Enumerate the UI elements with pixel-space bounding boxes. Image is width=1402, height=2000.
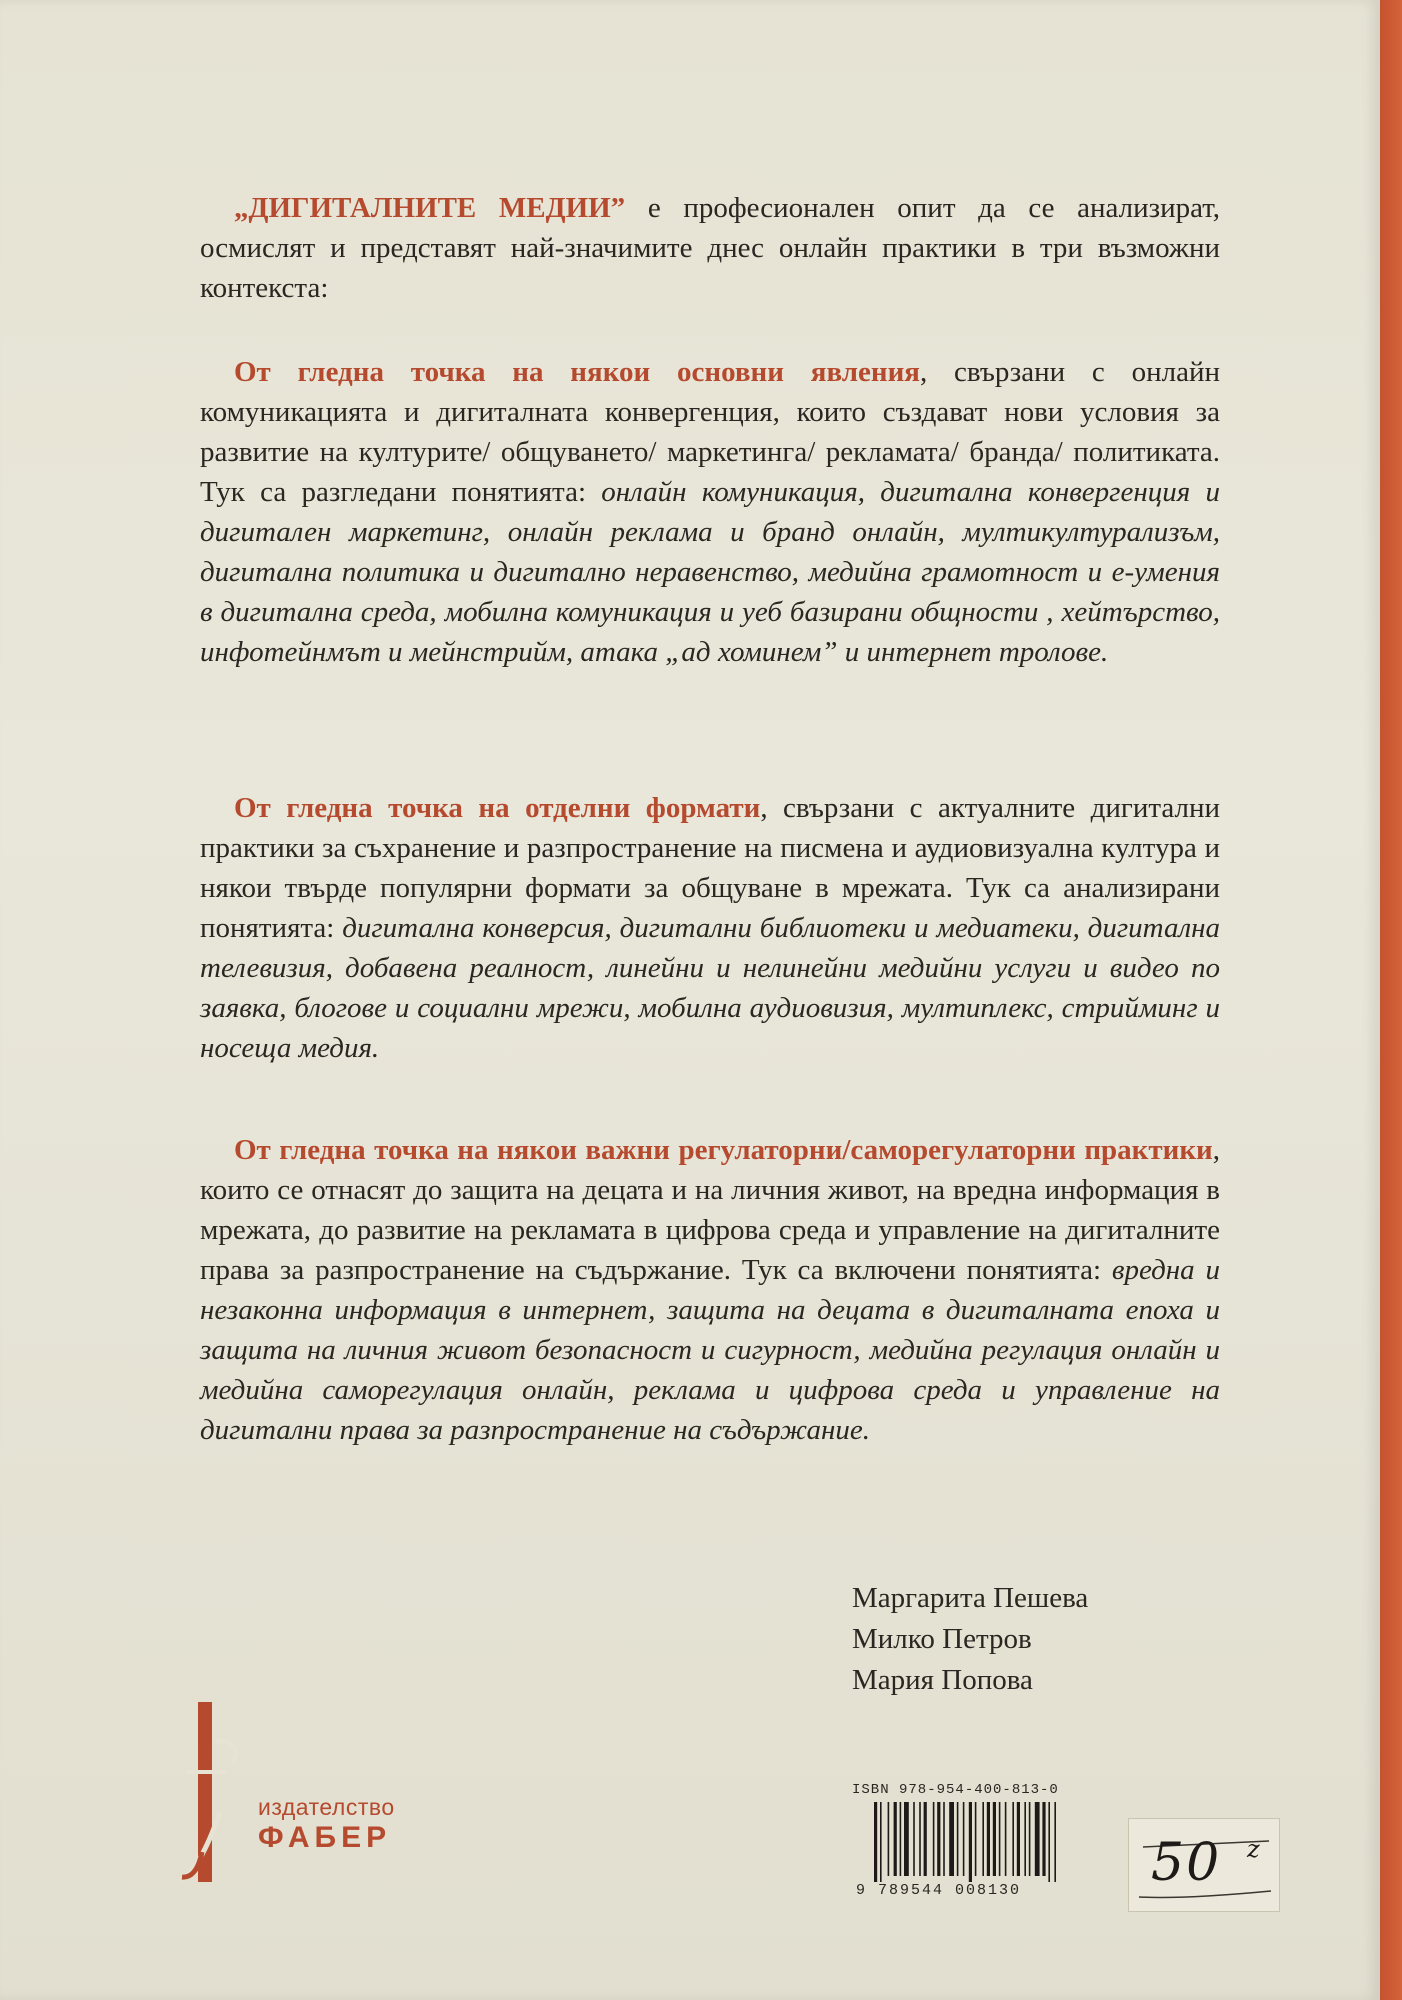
barcode-bar [1054, 1802, 1056, 1882]
barcode-bar [963, 1802, 965, 1876]
intro-paragraph [200, 188, 1220, 308]
barcode-bar [1024, 1802, 1026, 1876]
barcode-bar [913, 1802, 915, 1876]
authors-list [852, 1578, 1088, 1701]
section-heading: От гледна точка на някои основни явления [234, 356, 920, 388]
barcode-bar [919, 1802, 921, 1876]
barcode-bar [1029, 1802, 1031, 1876]
publisher-brand: ФАБЕР [258, 1821, 392, 1854]
barcode-bar [969, 1802, 972, 1882]
author-name: Милко Петров [852, 1623, 1032, 1655]
section-text: , свързани с актуалните дигитални практики за съхранение и разпространение на писмена и аудиовизуална култура и някои твърде популярни формати за общуване в мрежата. Тук са анализирани понятията: [200, 792, 1221, 944]
barcode-bar [924, 1802, 927, 1876]
barcode-digits: 9 789544 008130 [856, 1882, 1022, 1899]
intro-text: е професионален опит да се анализират, осмислят и представят най-значимите днес онлайн практики в три възможни контекста: [200, 192, 1220, 304]
section-terms: онлайн комуникация, дигитална конвергенция и дигитален маркетинг, онлайн реклама и бранд онлайн, мултикултурализъм, дигитална политика и дигитално неравенство, медийна грамотност и е-умения в дигитална среда, мобилна комуникация и уеб базирани общности , хейтърство, инфотейнмът и мейнстрийм, атака „ад хоминем” и интернет тролове. [200, 476, 1220, 668]
publisher-f-icon [176, 1702, 246, 1882]
section-text: , които се отнасят до защита на децата и на личния живот, на вредна информация в мрежата, до развитие на рекламата в цифрова среда и управление на дигиталните права за разпространение на съдържание. Тук са включени понятията: [200, 1134, 1220, 1286]
barcode-bar [957, 1802, 959, 1876]
barcode-bar [993, 1802, 996, 1876]
book-title: „ДИГИТАЛНИТЕ МЕДИИ” [234, 192, 626, 224]
barcode-bar [1035, 1802, 1040, 1876]
barcode-bar [1005, 1802, 1007, 1876]
barcode-bar [1012, 1802, 1014, 1876]
barcode-bar [943, 1802, 945, 1876]
author-name: Мария Попова [852, 1664, 1033, 1696]
section-heading: От гледна точка на някои важни регулаторни/саморегулаторни практики [234, 1134, 1213, 1166]
section-terms: вредна и незаконна информация в интернет, защита на децата в дигиталната епоха и защита на личния живот безопасност и сигурност, медийна регулация онлайн и медийна саморегулация онлайн, реклама и цифрова среда и управление на дигитални права за разпространение на съдържание. [200, 1254, 1220, 1446]
author-name: Маргарита Пешева [852, 1582, 1089, 1614]
barcode-bar [894, 1802, 897, 1876]
barcode-bar [999, 1802, 1001, 1876]
isbn-label: ISBN 978-954-400-813-0 [852, 1782, 1059, 1798]
barcode-bar [888, 1802, 890, 1876]
barcode-bar [874, 1802, 877, 1882]
section-terms: дигитална конверсия, дигитални библиотеки и медиатеки, дигитална телевизия, добавена реалност, линейни и нелинейни медийни услуги и видео по заявка, блогове и социални мрежи, мобилна аудиовизия, мултиплекс, стрийминг и носеща медия. [200, 912, 1220, 1064]
barcode-bar [904, 1802, 909, 1876]
barcode-bar [1042, 1802, 1045, 1876]
barcode-bar [880, 1802, 882, 1882]
publisher-label: издателство [258, 1794, 395, 1820]
barcode-bar [1017, 1802, 1020, 1876]
section-text: , свързани с онлайн комуникацията и дигиталната конвергенция, които създават нови условия за развитие на културите/ общуването/ маркетинга/ рекламата/ бранда/ политиката. Тук са разгледани понятията: [200, 356, 1220, 508]
price-suffix: z [1247, 1835, 1260, 1863]
cover-edge [1380, 0, 1402, 2000]
section-formats [200, 788, 1220, 1068]
barcode-bar [987, 1802, 990, 1876]
barcode-icon [872, 1802, 1102, 1882]
barcode-bar [1048, 1802, 1050, 1882]
barcode-bar [933, 1802, 935, 1876]
barcode-bar [975, 1802, 977, 1876]
publisher-name [258, 1794, 395, 1856]
barcode-bar [900, 1802, 902, 1876]
section-phenomena [200, 352, 1220, 672]
price-value: 50 [1151, 1833, 1222, 1893]
section-regulation [200, 1130, 1220, 1450]
isbn-barcode [852, 1782, 1112, 1902]
barcode-bar [949, 1802, 954, 1876]
barcode-bar [982, 1802, 984, 1876]
barcode-bar [937, 1802, 940, 1876]
price-sticker [1128, 1818, 1280, 1912]
section-heading: От гледна точка на отделни формати [234, 792, 761, 824]
publisher-logo [168, 1702, 448, 1882]
